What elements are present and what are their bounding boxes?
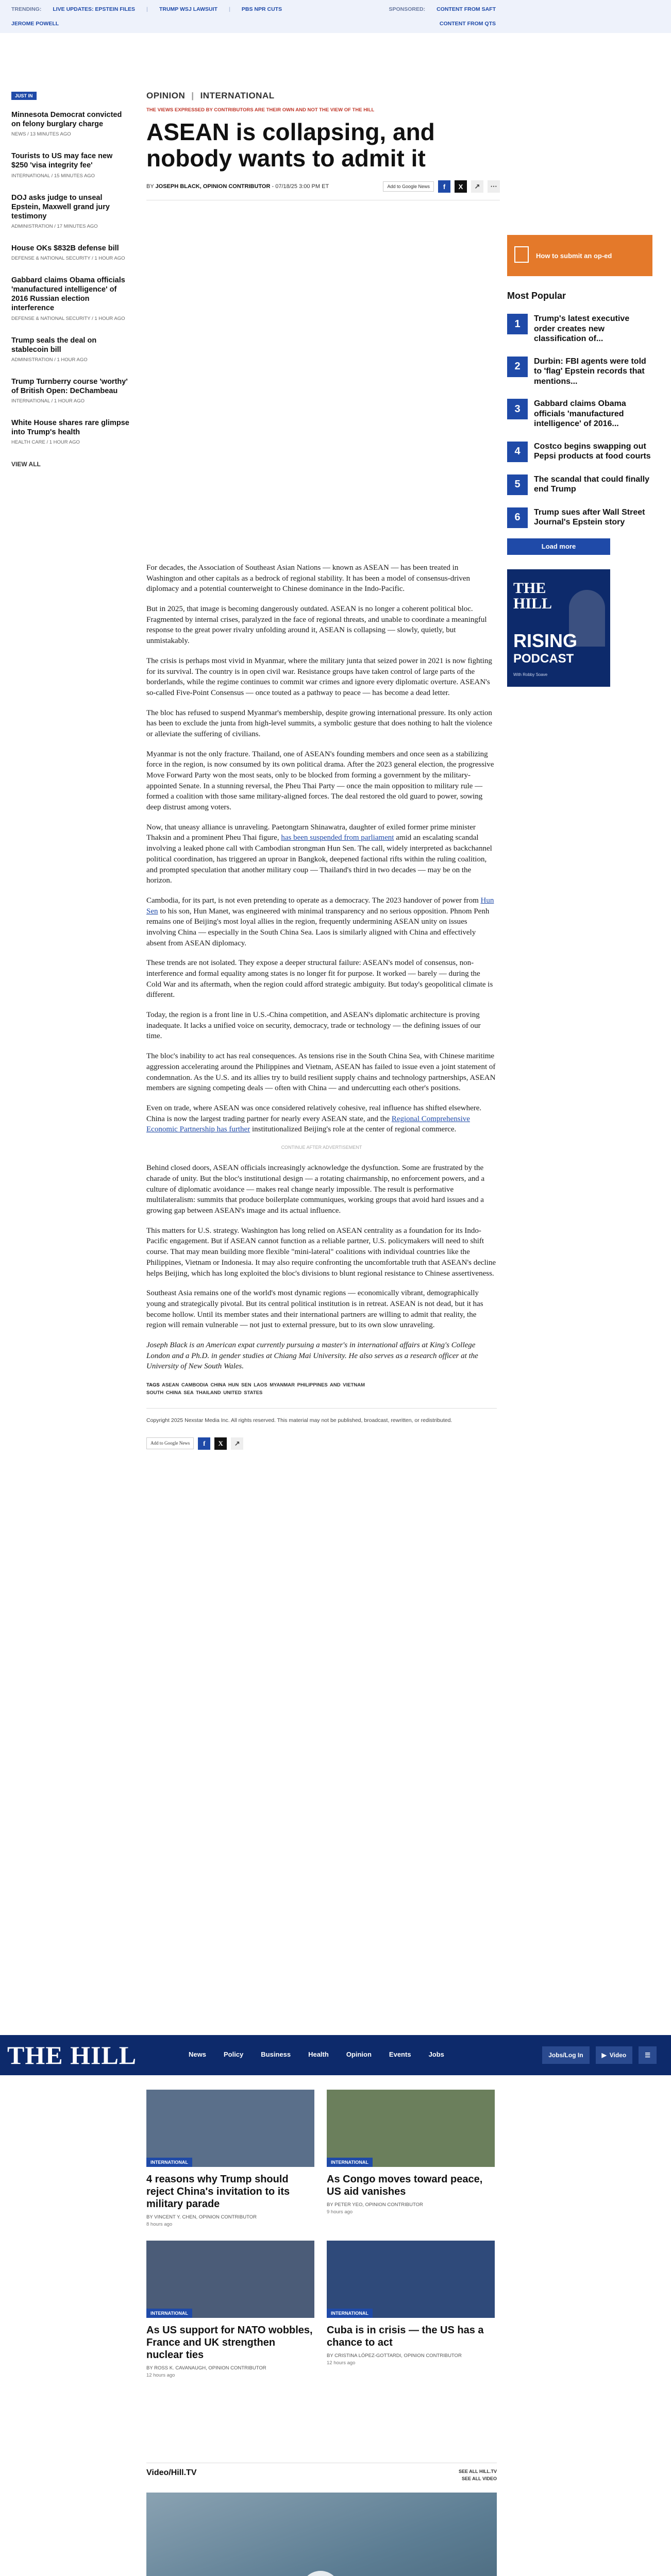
page-title: ASEAN is collapsing, and nobody wants to admit it (146, 118, 435, 172)
just-in-item[interactable] (11, 418, 130, 445)
nav-item[interactable]: Jobs (428, 2050, 444, 2058)
nav-menu (189, 2050, 444, 2058)
just-in-meta: INTERNATIONAL / 15 MINUTES AGO (11, 173, 95, 179)
share-bar (383, 180, 500, 193)
most-popular-item[interactable] (507, 314, 652, 344)
most-popular-link[interactable]: Trump's latest executive order creates new classification of... (534, 314, 630, 344)
just-in-item[interactable] (11, 244, 130, 261)
trending-link[interactable]: PBS NPR CUTS (241, 6, 282, 12)
just-in-title[interactable]: White House shares rare glimpse into Trump's health (11, 419, 129, 437)
inline-link[interactable]: has been suspended from parliament (281, 834, 394, 842)
related-image[interactable] (146, 2241, 314, 2318)
tag-link[interactable]: PHILIPPINES AND VIETNAM (297, 1382, 365, 1388)
video-button[interactable] (596, 2046, 633, 2064)
facebook-icon[interactable]: f (198, 1437, 210, 1450)
related-time: 12 hours ago (146, 2372, 175, 2378)
rank-badge: 6 (507, 507, 528, 528)
author-link[interactable]: JOSEPH BLACK, OPINION CONTRIBUTOR (155, 183, 271, 190)
article-paragraph: Now, that uneasy alliance is unraveling. Paetongtarn Shinawatra, daughter of exiled former prime minister Thaksin and a prominent Pheu Thai figure, has been suspended from parliament amid an escalating scandal involving a leaked phone call with Cambodian strongman Hun Sen. The call, widely interpreted as backchannel political coordination, has triggered an uproar in Bangkok, deepened factional rifts within the ruling coalition, and prompted speculation that another military coup — Thailand's third in two decades — may be on the horizon. (146, 823, 492, 885)
rank-badge: 4 (507, 442, 528, 462)
just-in-meta: NEWS / 13 MINUTES AGO (11, 131, 71, 138)
tag-link[interactable]: CAMBODIA (181, 1382, 208, 1388)
related-title[interactable]: As US support for NATO wobbles, France and UK strengthen nuclear ties (146, 2325, 313, 2361)
related-image[interactable] (327, 2241, 495, 2318)
related-card[interactable] (146, 2241, 314, 2378)
related-card[interactable] (327, 2241, 495, 2378)
sponsored-link[interactable]: CONTENT FROM SAFT (437, 6, 496, 12)
trending-label: TRENDING: (11, 6, 42, 12)
just-in-item[interactable] (11, 377, 130, 404)
related-title[interactable]: As Congo moves toward peace, US aid vanishes (327, 2174, 483, 2197)
nav-item[interactable]: Opinion (346, 2050, 372, 2058)
advertisement-divider: CONTINUE AFTER ADVERTISEMENT (281, 1144, 362, 1150)
just-in-item[interactable] (11, 276, 130, 321)
just-in-meta: INTERNATIONAL / 1 HOUR AGO (11, 398, 85, 404)
related-title[interactable]: Cuba is in crisis — the US has a chance to act (327, 2325, 484, 2348)
op-ed-promo-label[interactable]: How to submit an op-ed (536, 252, 612, 260)
sponsored-row (440, 21, 496, 27)
login-button[interactable]: Jobs/Log In (542, 2046, 589, 2064)
site-nav (0, 2035, 671, 2075)
video-header (146, 2463, 497, 2482)
just-in-title[interactable]: Gabbard claims Obama officials 'manufactured intelligence' of 2016 Russian election interference (11, 276, 125, 313)
related-time: 8 hours ago (146, 2222, 173, 2227)
right-rail (507, 235, 652, 687)
article-paragraph: Behind closed doors, ASEAN officials increasingly acknowledge the dysfunction. Some are frustrated by the charade of unity. But the bloc's institutional design — a rotating chairmanship, no enforcement powers, and a culture of diplomatic avoidance — makes real change nearly impossible. The result is performative multilateralism: summits that produce boilerplate communiques, working groups that avoid hard issues and a growing gap between ASEAN's image and its actual influence. (146, 1164, 485, 1215)
just-in-title[interactable]: Tourists to US may face new $250 'visa integrity fee' (11, 152, 113, 170)
x-icon[interactable]: X (214, 1437, 227, 1450)
article-paragraph: Today, the region is a front line in U.S.-China competition, and ASEAN's diplomatic architecture is proving inadequate. It lacks a unified voice on security, democracy, trade or technology — the defining issues of our time. (146, 1011, 481, 1041)
just-in-item[interactable] (11, 151, 130, 178)
article-paragraph: The bloc's inability to act has real consequences. As tensions rise in the South China Sea, with Chinese maritime aggression accelerating around the Philippines and Vietnam, ASEAN has failed to issue even a joint statement of condemnation. As the U.S. and its allies try to build resilient supply chains and technology partnerships, ASEAN members are signing competing deals — often with China — and undercutting each other's positions. (146, 1052, 496, 1093)
site-logo[interactable]: THE HILL (7, 2041, 137, 2070)
more-icon[interactable]: ⋯ (488, 180, 500, 193)
nav-actions (542, 2046, 657, 2064)
most-popular-link[interactable]: The scandal that could finally end Trump (534, 474, 650, 494)
trending-link[interactable]: JEROME POWELL (11, 21, 59, 27)
most-popular-title: Most Popular (507, 291, 566, 301)
inline-link[interactable]: Regional Comprehensive Economic Partnership has further (146, 1114, 470, 1134)
most-popular-link[interactable]: Trump sues after Wall Street Journal's Epstein story (534, 507, 645, 527)
video-thumbnail (146, 2493, 497, 2576)
byline: BY JOSEPH BLACK, OPINION CONTRIBUTOR - 07/18/25 3:00 PM ET (146, 183, 329, 190)
rank-badge: 3 (507, 399, 528, 419)
related-time: 12 hours ago (327, 2360, 356, 2366)
author-bio: Joseph Black is an American expat currently pursuing a master's in international affairs at King's College London and a Ph.D. in gender studies at Chiang Mai University. He also serves as a research officer at the University of New South Wales. (146, 1341, 478, 1371)
related-stories (146, 2090, 497, 2392)
load-more-button[interactable]: Load more (507, 538, 610, 555)
most-popular-link[interactable]: Gabbard claims Obama officials 'manufactured intelligence' of 2016... (534, 399, 626, 429)
nav-item[interactable]: Health (308, 2050, 329, 2058)
nav-item[interactable]: News (189, 2050, 206, 2058)
just-in-meta: DEFENSE & NATIONAL SECURITY / 1 HOUR AGO (11, 256, 125, 261)
related-title[interactable]: 4 reasons why Trump should reject China's invitation to its military parade (146, 2174, 290, 2210)
article-paragraph: Cambodia, for its part, is not even pretending to operate as a democracy. The 2023 handover of power from Hun Sen to his son, Hun Manet, was engineered with minimal transparency and no serious opposition. Phnom Penh remains one of Beijing's most loyal allies in the region, frequently undermining ASEAN unity on issues involving China — especially in the South China Sea. Laos is similarly aligned with China and effectively absent from ASEAN diplomacy. (146, 896, 494, 947)
category-badge: INTERNATIONAL (327, 2158, 373, 2167)
most-popular-link[interactable]: Costco begins swapping out Pepsi products at food courts (534, 442, 651, 461)
just-in-item[interactable] (11, 336, 130, 363)
video-button-label: Video (609, 2052, 627, 2059)
view-all-link[interactable]: VIEW ALL (11, 461, 41, 468)
tags-row (146, 1381, 497, 1397)
see-all-video-link[interactable]: SEE ALL VIDEO (461, 2476, 497, 2481)
podcast-label: PODCAST (513, 651, 574, 666)
most-popular-item[interactable] (507, 442, 652, 462)
podcast-host: With Robby Soave (513, 672, 548, 677)
tag-link[interactable]: UNITED STATES (223, 1390, 263, 1396)
just-in-title[interactable]: Minnesota Democrat convicted on felony burglary charge (11, 111, 122, 129)
share-icon[interactable]: ↗ (471, 180, 483, 193)
see-all-hilltv-link[interactable]: SEE ALL HILL.TV (458, 2469, 497, 2474)
inline-link[interactable]: Hun Sen (146, 896, 494, 916)
nav-item[interactable]: Policy (223, 2050, 244, 2058)
just-in-meta: DEFENSE & NATIONAL SECURITY / 1 HOUR AGO (11, 315, 125, 321)
podcast-logo-hill: HILL (513, 595, 552, 612)
sponsored-label: SPONSORED: (389, 6, 426, 12)
just-in-item[interactable] (11, 110, 130, 137)
video-section (146, 2463, 497, 2576)
video-links (459, 2468, 497, 2482)
breadcrumb: OPINION | INTERNATIONAL (146, 91, 275, 100)
related-byline: BY PETER YEO, OPINION CONTRIBUTOR (327, 2202, 423, 2208)
featured-video[interactable] (146, 2493, 497, 2576)
category-badge: INTERNATIONAL (327, 2309, 373, 2318)
nav-item[interactable]: Events (389, 2050, 411, 2058)
just-in-meta: HEALTH CARE / 1 HOUR AGO (11, 439, 80, 446)
related-image[interactable] (327, 2090, 495, 2167)
rank-badge: 2 (507, 357, 528, 377)
video-section-title: Video/Hill.TV (146, 2468, 197, 2477)
article-paragraph: These trends are not isolated. They expose a deeper structural failure: ASEAN's model of consensus, non-interference and formal equality among states is no longer fit for purpose. It worked — barely — during the Cold War and its aftermath, when the region could afford strategic ambiguity. But today's geopolitical climate is different. (146, 959, 493, 999)
article-paragraph: But in 2025, that image is becoming dangerously outdated. ASEAN is no longer a coherent political bloc. Fragmented by internal crises, paralyzed in the face of regional threats, and unable to coordinate a meaningful response to the great power rivalry unfolding around it, ASEAN is collapsing — slowly, quietly, but unmistakably. (146, 605, 487, 646)
trending-link[interactable]: TRUMP WSJ LAWSUIT (159, 6, 217, 12)
tag-link[interactable]: SOUTH CHINA SEA (146, 1390, 194, 1396)
podcast-rising: RISING (513, 630, 578, 651)
copyright-notice: Copyright 2025 Nexstar Media Inc. All rights reserved. This material may not be published, broadcast, rewritten, or redistributed. (146, 1408, 497, 1425)
most-popular-item[interactable] (507, 474, 652, 495)
byline-prefix: BY (146, 183, 154, 190)
menu-icon[interactable]: ☰ (639, 2046, 657, 2064)
byline-row (146, 180, 500, 200)
rank-badge: 1 (507, 314, 528, 334)
article-paragraph: Even on trade, where ASEAN was once considered relatively cohesive, real influence has shifted elsewhere. China is now the largest trading partner for nearly every ASEAN state, and the Regional Comprehensive Economic Partnership has further institutionalized Beijing's role at the center of regional commerce. (146, 1104, 482, 1134)
just-in-meta: ADMINISTRATION / 1 HOUR AGO (11, 357, 88, 363)
tag-link[interactable]: MYANMAR (270, 1382, 295, 1388)
tag-link[interactable]: ASEAN (161, 1382, 179, 1388)
article-paragraph: Myanmar is not the only fracture. Thailand, one of ASEAN's founding members and once seen as a stabilizing force in the region, is now consumed by its own political drama. After the 2023 general election, the progressive Move Forward Party won the most seats, only to be blocked from forming a government by the military-appointed Senate. In a stunning reversal, the Pheu Thai Party — once the main opposition to military rule — formed a coalition with those same military-aligned forces. The deal restored the old guard to power, sowing deep distrust among voters. (146, 750, 494, 812)
trending-row: TRENDING: LIVE UPDATES: EPSTEIN FILES | TRUMP WSJ LAWSUIT | PBS NPR CUTS (11, 6, 282, 12)
article-body (146, 563, 497, 1450)
most-popular-item[interactable] (507, 399, 652, 429)
just-in-badge: JUST IN (11, 92, 37, 100)
just-in-meta: ADMINISTRATION / 17 MINUTES AGO (11, 223, 98, 229)
document-icon (514, 246, 529, 263)
trending-link[interactable]: LIVE UPDATES: EPSTEIN FILES (53, 6, 136, 12)
most-popular-item[interactable] (507, 507, 652, 528)
play-icon: ▶ (601, 2052, 607, 2059)
opinion-disclaimer: THE VIEWS EXPRESSED BY CONTRIBUTORS ARE THEIR OWN AND NOT THE VIEW OF THE HILL (146, 107, 375, 113)
article-paragraph: This matters for U.S. strategy. Washington has long relied on ASEAN centrality as a foundation for its Indo-Pacific engagement. But if ASEAN cannot function as a reliable partner, U.S. policymakers will need to shift course. That may mean building more flexible "mini-lateral" coalitions with individual countries like the Philippines, Vietnam or Indonesia. It may also require confronting the uncomfortable truth that ASEAN's decline helps Beijing, which has long exploited the bloc's divisions to blunt regional resistance to Chinese assertiveness. (146, 1226, 496, 1278)
op-ed-promo[interactable] (507, 235, 652, 276)
article-paragraph: The bloc has refused to suspend Myanmar's membership, despite growing international pressure. Its only action has been to exclude the junta from high-level summits, a symbolic gesture that does nothing to halt the violence or alleviate the suffering of civilians. (146, 708, 493, 738)
podcast-logo (513, 581, 552, 612)
category-badge: INTERNATIONAL (146, 2309, 192, 2318)
related-card[interactable] (327, 2090, 495, 2227)
article-paragraph: The crisis is perhaps most vivid in Myanmar, where the military junta that seized power in 2021 is now fighting for its survival. The country is in open civil war. Resistance groups have taken control of large parts of the borderlands, while the regime continues to commit war crimes and ignore every diplomatic overture. ASEAN's so-called Five-Point Consensus — once touted as a pathway to peace — has become a dead letter. (146, 656, 492, 697)
just-in-title[interactable]: DOJ asks judge to unseal Epstein, Maxwell grand jury testimony (11, 193, 110, 221)
nav-item[interactable]: Business (261, 2050, 291, 2058)
share-icon[interactable]: ↗ (231, 1437, 243, 1450)
facebook-icon[interactable]: f (438, 180, 450, 193)
tag-link[interactable]: CHINA (210, 1382, 226, 1388)
breadcrumb-subsection[interactable]: INTERNATIONAL (200, 91, 275, 100)
article-header (146, 91, 500, 200)
publish-date: 07/18/25 3:00 PM ET (275, 183, 329, 190)
google-news-button[interactable]: Add to Google News (146, 1437, 194, 1449)
tag-link[interactable]: HUN SEN (228, 1382, 251, 1388)
category-badge: INTERNATIONAL (146, 2158, 192, 2167)
just-in-title[interactable]: Trump Turnberry course 'worthy' of British Open: DeChambeau (11, 377, 128, 395)
related-byline: BY CRISTINA LÓPEZ-GOTTARDI, OPINION CONTRIBUTOR (327, 2353, 462, 2359)
google-news-button[interactable]: Add to Google News (383, 181, 434, 192)
rank-badge: 5 (507, 474, 528, 495)
x-icon[interactable]: X (455, 180, 467, 193)
most-popular-item[interactable] (507, 357, 652, 387)
most-popular-link[interactable]: Durbin: FBI agents were told to 'flag' Epstein records that mentions... (534, 357, 646, 386)
tags-label: TAGS (146, 1382, 160, 1388)
related-byline: BY VINCENT Y. CHEN, OPINION CONTRIBUTOR (146, 2214, 257, 2220)
article-paragraph: For decades, the Association of Southeast Asian Nations — known as ASEAN — has been treated in Washington and other capitals as a bedrock of regional stability. It has been a model of consensus-driven diplomacy and a potential counterweight to Chinese dominance in the Indo-Pacific. (146, 564, 471, 594)
just-in-title[interactable]: Trump seals the deal on stablecoin bill (11, 336, 97, 354)
related-byline: BY ROSS K. CAVANAUGH, OPINION CONTRIBUTOR (146, 2365, 266, 2371)
tag-link[interactable]: LAOS (254, 1382, 267, 1388)
sponsored-link[interactable]: CONTENT FROM QTS (439, 21, 496, 27)
just-in-rail (11, 91, 130, 469)
tag-link[interactable]: THAILAND (196, 1390, 221, 1396)
related-card[interactable] (146, 2090, 314, 2227)
trending-row (11, 21, 59, 27)
podcast-logo-the: THE (513, 579, 546, 597)
article-paragraph: Southeast Asia remains one of the world's most dynamic regions — economically vibrant, demographically young and strategically pivotal. But its central political institution is in retreat. ASEAN is not dead, but it has become hollow. Until its member states and their international partners are willing to admit that reality, the region will remain vulnerable — not just to external pressure, but to its own slow unraveling. (146, 1289, 483, 1330)
related-time: 9 hours ago (327, 2209, 353, 2215)
just-in-title[interactable]: House OKs $832B defense bill (11, 244, 119, 252)
rising-podcast-promo[interactable] (507, 569, 610, 687)
bottom-share-bar (146, 1437, 497, 1450)
sponsored-row (389, 6, 496, 12)
just-in-item[interactable] (11, 193, 130, 229)
breadcrumb-section[interactable]: OPINION (146, 91, 186, 100)
related-image[interactable] (146, 2090, 314, 2167)
trending-bar (0, 0, 671, 33)
